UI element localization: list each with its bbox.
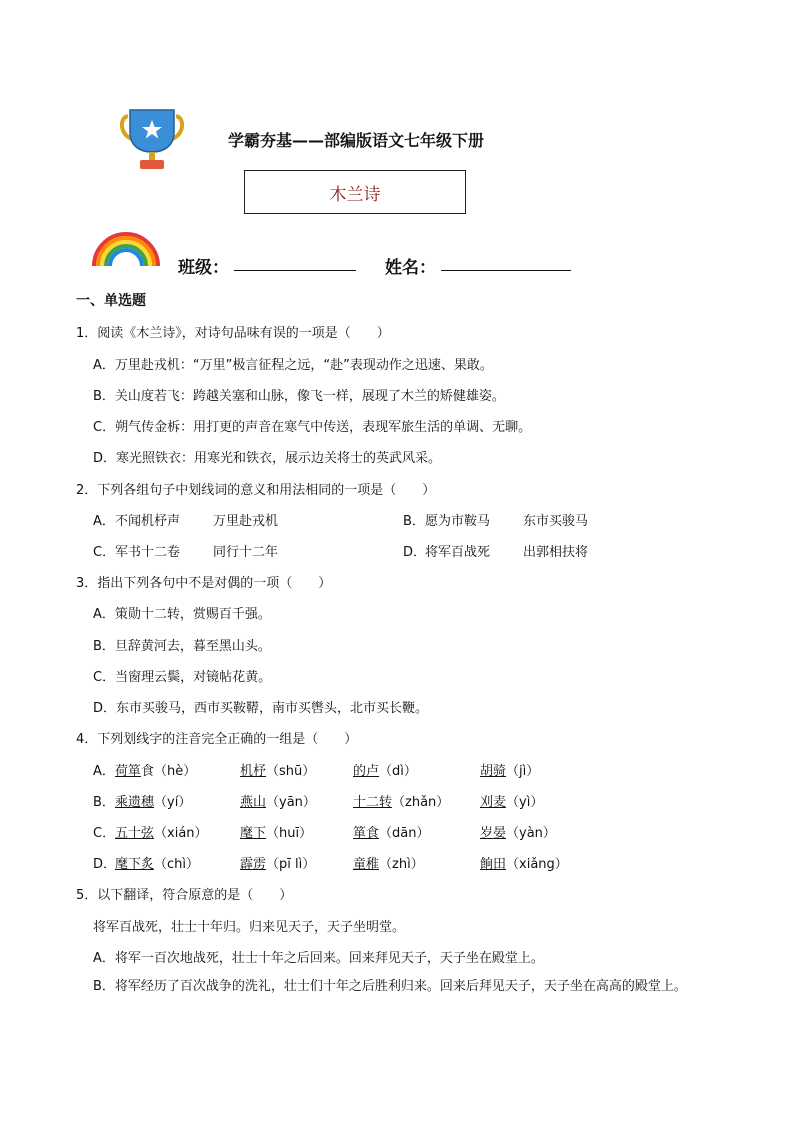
q4-row-a-item-1: 荷箪食（hè） — [115, 764, 197, 779]
class-field[interactable] — [234, 270, 356, 271]
q4-row-d-item-4: 餉田（xiǎng） — [480, 857, 568, 872]
q5-quote: 将军百战死，壮士十年归。归来见天子，天子坐明堂。 — [93, 920, 406, 935]
page-title: 学霸夯基——部编版语文七年级下册 — [228, 131, 485, 150]
lesson-title: 木兰诗 — [329, 184, 381, 205]
q3-option-d: D．东市买骏马，西市买鞍鞯，南市买辔头，北市买长鞭。 — [93, 701, 429, 716]
q2-option-c-1: 军书十二卷 — [115, 545, 181, 560]
name-field[interactable] — [441, 270, 571, 271]
q1-option-a: A．万里赴戎机：“万里”极言征程之远，“赴”表现动作之迅速、果敢。 — [93, 358, 493, 373]
question-2-stem: 2．下列各组句子中划线词的意义和用法相同的一项是（ ） — [76, 483, 436, 498]
q2-option-d-1: 将军百战死 — [425, 545, 491, 560]
q4-row-d-prefix: D． — [93, 857, 117, 872]
q4-row-d-item-1: 麾下炙（chì） — [115, 857, 200, 872]
q2-option-c-2: 同行十二年 — [213, 545, 279, 560]
question-5-stem: 5．以下翻译，符合原意的是（ ） — [76, 888, 293, 903]
q4-row-a-item-4: 胡骑（jì） — [480, 764, 540, 779]
class-label: 班级： — [178, 258, 229, 278]
q4-row-a-item-2: 机杼（shū） — [240, 764, 316, 779]
q2-option-d-prefix: D． — [403, 545, 427, 560]
q4-row-c-item-2: 麾下（huī） — [240, 826, 313, 841]
question-4-stem: 4．下列划线字的注音完全正确的一组是（ ） — [76, 732, 358, 747]
q4-row-b-item-1: 乘遗穗（yí） — [115, 795, 192, 810]
q1-option-b: B．关山度若飞：跨越关塞和山脉，像飞一样，展现了木兰的矫健雄姿。 — [93, 389, 505, 404]
q1-option-d: D．寒光照铁衣：用寒光和铁衣，展示边关将士的英武风采。 — [93, 451, 442, 466]
q3-option-b: B．旦辞黄河去，暮至黑山头。 — [93, 639, 271, 654]
q4-row-b-item-4: 刈麦（yì） — [480, 795, 544, 810]
q5-option-a: A．将军一百次地战死，壮士十年之后回来。回来拜见天子，天子坐在殿堂上。 — [93, 951, 544, 966]
q3-option-a: A．策勋十二转，赏赐百千强。 — [93, 607, 271, 622]
name-label: 姓名： — [385, 258, 436, 278]
q4-row-c-item-1: 五十弦（xián） — [115, 826, 208, 841]
q4-row-d-item-3: 童稚（zhì） — [353, 857, 424, 872]
q4-row-a-prefix: A． — [93, 764, 115, 779]
q2-option-a-1: 不闻机杼声 — [115, 514, 181, 529]
q2-option-b-prefix: B． — [403, 514, 425, 529]
q4-row-b-prefix: B． — [93, 795, 115, 810]
q2-option-c-prefix: C． — [93, 545, 116, 560]
q4-row-c-item-3: 箪食（dān） — [353, 826, 430, 841]
q4-row-b-item-2: 燕山（yān） — [240, 795, 316, 810]
question-1-stem: 1．阅读《木兰诗》，对诗句品味有误的一项是（ ） — [76, 326, 390, 341]
q2-option-b-1: 愿为市鞍马 — [425, 514, 491, 529]
q2-option-b-2: 东市买骏马 — [523, 514, 589, 529]
lesson-title-box — [244, 170, 466, 214]
q2-option-a-2: 万里赴戎机 — [213, 514, 279, 529]
q5-option-b: B．将军经历了百次战争的洗礼，壮士们十年之后胜利归来。回来后拜见天子，天子坐在高高的殿堂上。 — [93, 979, 687, 994]
section-heading: 一、单选题 — [76, 293, 146, 309]
question-3-stem: 3．指出下列各句中不是对偶的一项（ ） — [76, 576, 332, 591]
rainbow-icon — [90, 226, 162, 268]
q2-option-d-2: 出郭相扶将 — [523, 545, 589, 560]
q4-row-c-item-4: 岁晏（yàn） — [480, 826, 556, 841]
q4-row-b-item-3: 十二转（zhǎn） — [353, 795, 450, 810]
q2-option-a-prefix: A． — [93, 514, 115, 529]
q4-row-a-item-3: 的卢（dì） — [353, 764, 417, 779]
q1-option-c: C．朔气传金柝：用打更的声音在寒气中传送，表现军旅生活的单调、无聊。 — [93, 420, 532, 435]
q4-row-c-prefix: C． — [93, 826, 116, 841]
trophy-icon — [118, 108, 186, 172]
q4-row-d-item-2: 霹雳（pī lì） — [240, 857, 316, 872]
q3-option-c: C．当窗理云鬓，对镜帖花黄。 — [93, 670, 272, 685]
